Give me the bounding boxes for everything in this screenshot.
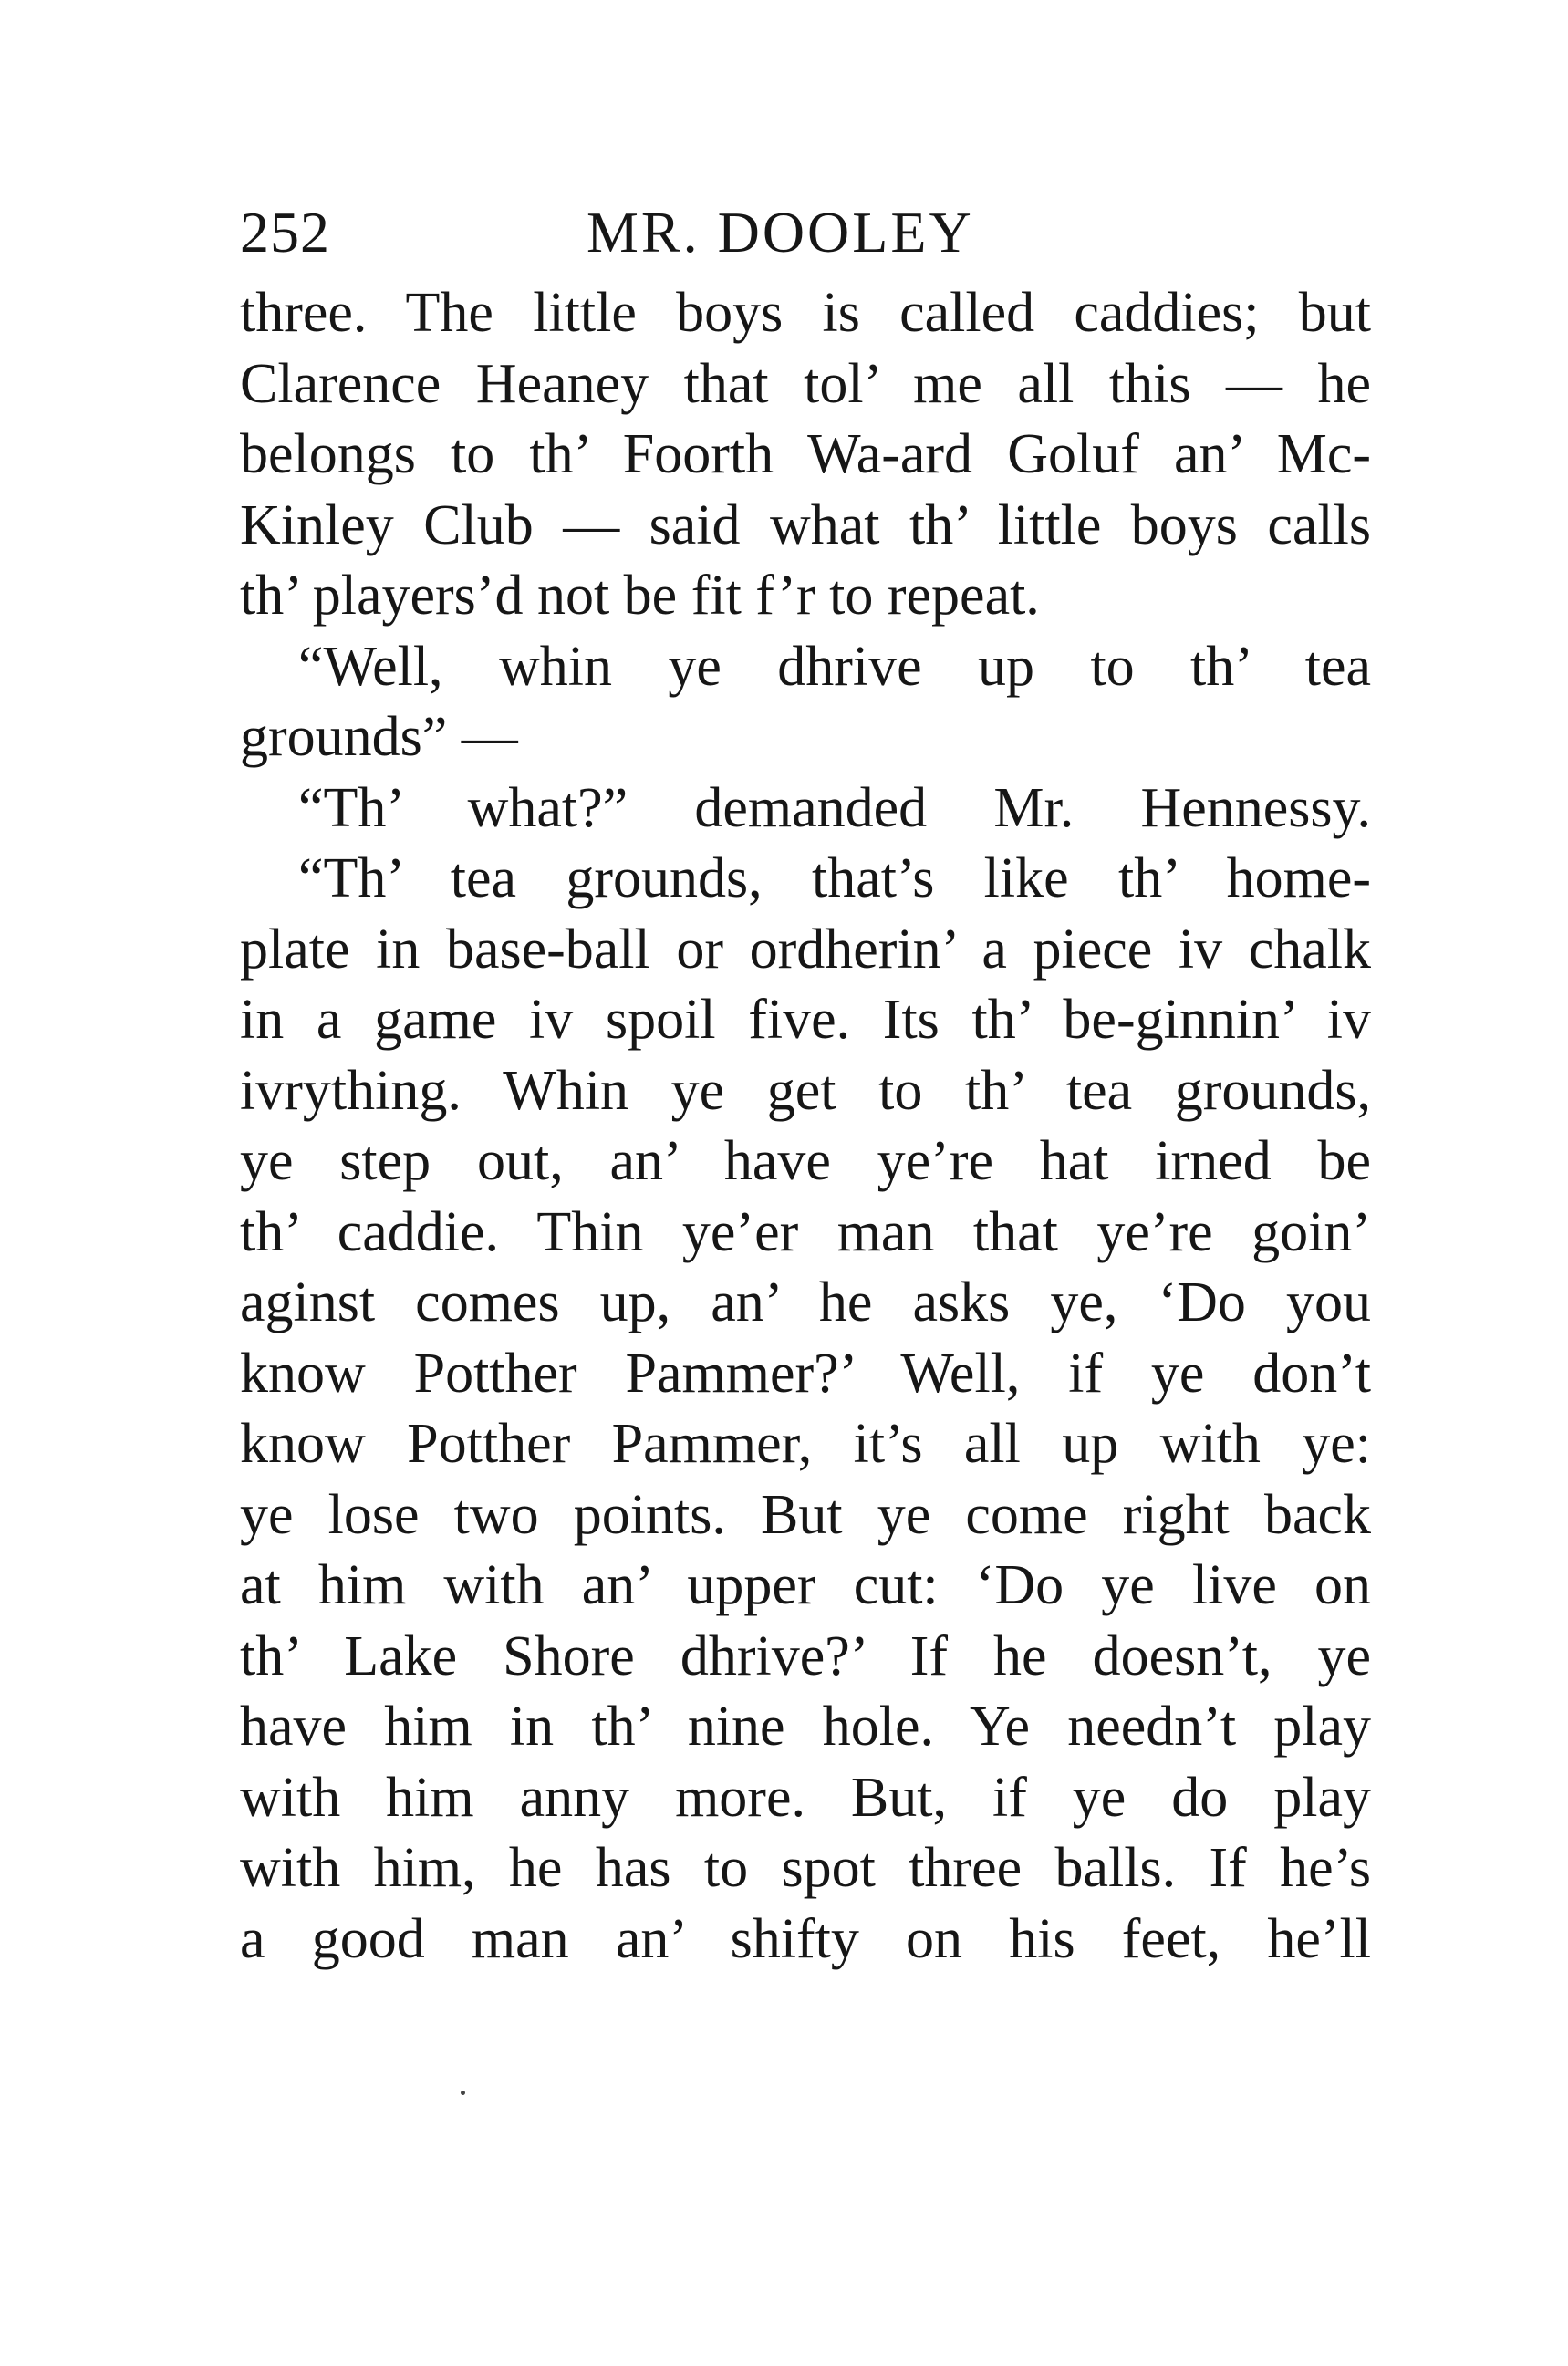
text-line: with him anny more. But, if ye do play xyxy=(240,1766,1371,1829)
text-line: aginst comes up, an’ he asks ye, ‘Do you xyxy=(240,1271,1371,1333)
text-line: ye lose two points. But ye come right back xyxy=(240,1483,1371,1546)
text-line: belongs to th’ Foorth Wa-ard Goluf an’ Mc- xyxy=(240,423,1371,485)
text-line: grounds” — xyxy=(240,706,518,768)
running-head: MR. DOOLEY xyxy=(587,200,974,265)
text-line: a good man an’ shifty on his feet, he’ll xyxy=(240,1907,1371,1970)
text-line: know Potther Pammer?’ Well, if ye don’t xyxy=(240,1342,1371,1405)
text-line: three. The little boys is called caddies; but xyxy=(240,282,1371,344)
text-line: plate in base-ball or ordherin’ a piece iv chalk xyxy=(240,918,1371,981)
text-line: th’ Lake Shore dhrive?’ If he doesn’t, ye xyxy=(240,1624,1371,1687)
text-line: “Th’ tea grounds, that’s like th’ home- xyxy=(298,847,1371,909)
text-line: in a game iv spoil five. Its th’ be-ginnin’ iv xyxy=(240,989,1371,1051)
text-line: “Th’ what?” demanded Mr. Hennessy. xyxy=(298,776,1371,839)
ink-speck xyxy=(461,2091,465,2095)
text-line: with him, he has to spot three balls. If he’s xyxy=(240,1837,1371,1899)
text-line: Clarence Heaney that tol’ me all this — he xyxy=(240,352,1371,415)
text-line: th’ caddie. Thin ye’er man that ye’re goin’ xyxy=(240,1200,1371,1263)
text-line: ivrything. Whin ye get to th’ tea grounds, xyxy=(240,1059,1371,1122)
text-line: at him with an’ upper cut: ‘Do ye live on xyxy=(240,1554,1371,1616)
text-line: ye step out, an’ have ye’re hat irned be xyxy=(240,1130,1371,1192)
text-line: Kinley Club — said what th’ little boys calls xyxy=(240,493,1371,556)
page-number: 252 xyxy=(240,200,330,265)
body-text xyxy=(240,278,1371,1975)
text-line: know Potther Pammer, it’s all up with ye: xyxy=(240,1413,1371,1475)
text-line: have him in th’ nine hole. Ye needn’t play xyxy=(240,1696,1371,1758)
text-line: “Well, whin ye dhrive up to th’ tea xyxy=(298,635,1371,698)
page-header xyxy=(240,199,1371,281)
text-line: th’ players’d not be fit f’r to repeat. xyxy=(240,565,1040,627)
